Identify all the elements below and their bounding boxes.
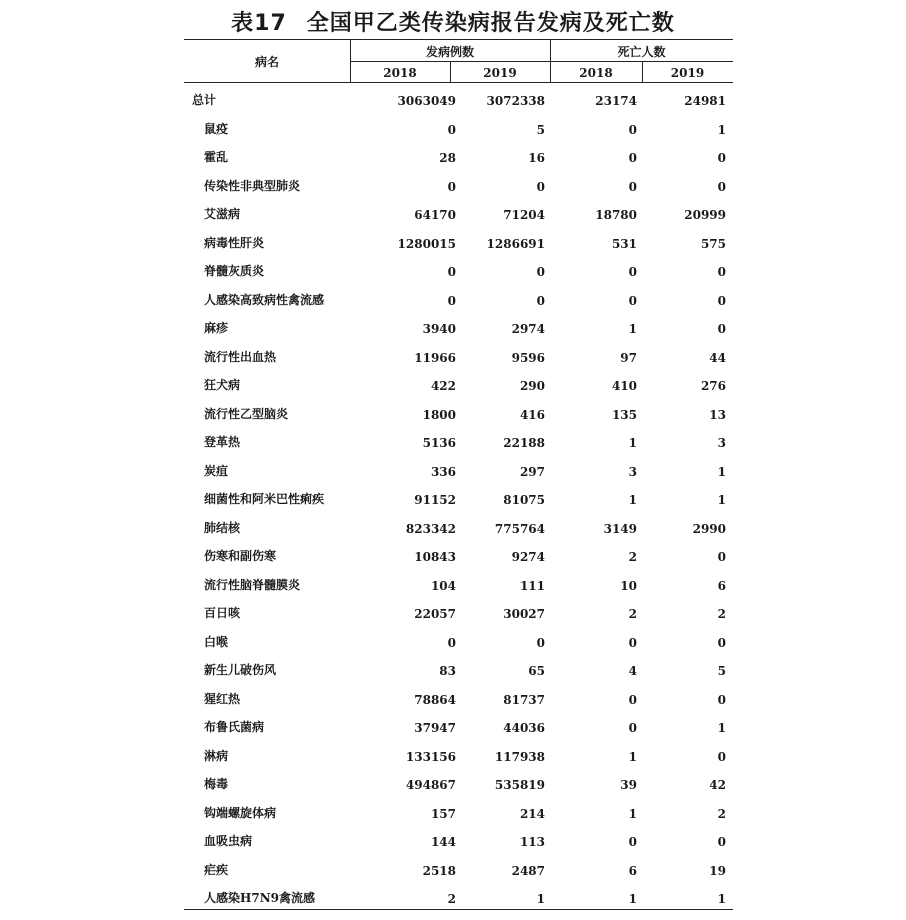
deaths-2019: 1 <box>717 493 726 507</box>
deaths-2018: 0 <box>628 692 637 707</box>
deaths-2018: 410 <box>611 379 637 393</box>
cases-2019: 0 <box>536 179 545 194</box>
disease-name: 细菌性和阿米巴性痢疾 <box>204 492 325 506</box>
table-row <box>184 804 733 833</box>
deaths-2018: 97 <box>620 350 637 365</box>
deaths-2018: 0 <box>628 179 637 194</box>
cases-2019: 30027 <box>503 607 545 621</box>
cases-2019: 3072338 <box>486 94 545 108</box>
header-year: 2019 <box>670 66 705 80</box>
deaths-2019: 0 <box>717 151 726 165</box>
table-row <box>184 462 733 491</box>
table-row <box>184 262 733 291</box>
deaths-2019: 0 <box>717 550 726 564</box>
cases-2019: 0 <box>536 635 545 650</box>
cases-2019: 9596 <box>511 350 545 365</box>
cases-2019: 290 <box>519 379 545 393</box>
cases-2018: 144 <box>430 835 456 849</box>
deaths-2018: 2 <box>628 607 637 621</box>
disease-name: 疟疾 <box>204 862 229 877</box>
disease-name: 病毒性肝炎 <box>204 235 265 250</box>
table-row-total <box>184 91 733 120</box>
deaths-2019: 575 <box>700 236 726 251</box>
header-deaths-group: 死亡人数 <box>617 45 666 59</box>
deaths-2018: 39 <box>620 778 637 792</box>
deaths-2019: 42 <box>709 778 726 792</box>
table-row <box>184 120 733 149</box>
deaths-2018: 1 <box>628 322 637 336</box>
cases-2019: 22188 <box>503 436 545 450</box>
deaths-2019: 0 <box>717 749 726 764</box>
cases-2018: 494867 <box>405 778 456 792</box>
deaths-2019: 2990 <box>692 521 726 536</box>
disease-name: 流行性脑脊髓膜炎 <box>204 577 301 592</box>
cases-2019: 81075 <box>503 493 545 507</box>
table-header <box>184 39 733 83</box>
deaths-2018: 1 <box>628 806 637 821</box>
cases-2019: 416 <box>519 407 545 422</box>
table-row <box>184 376 733 405</box>
table-row <box>184 291 733 320</box>
cases-2018: 3063049 <box>397 94 456 108</box>
table-row <box>184 519 733 548</box>
cases-2019: 1286691 <box>486 236 545 251</box>
cases-2019: 2487 <box>511 863 545 878</box>
deaths-2018: 1 <box>628 749 637 764</box>
disease-name: 艾滋病 <box>204 207 241 221</box>
deaths-2018: 0 <box>628 151 637 165</box>
cases-2018: 422 <box>430 379 456 393</box>
table-row <box>184 205 733 234</box>
cases-2018: 336 <box>430 464 456 479</box>
deaths-2019: 20999 <box>684 208 726 222</box>
cases-2019: 16 <box>528 151 545 165</box>
deaths-2018: 1 <box>628 493 637 507</box>
disease-name: 麻疹 <box>204 321 229 335</box>
deaths-2018: 531 <box>611 236 637 251</box>
deaths-2019: 1 <box>717 892 726 906</box>
deaths-2019: 2 <box>717 806 726 821</box>
deaths-2019: 5 <box>717 664 726 678</box>
disease-name: 伤寒和副伤寒 <box>204 549 277 563</box>
deaths-2019: 24981 <box>684 94 726 108</box>
table-row <box>184 690 733 719</box>
deaths-2018: 0 <box>628 721 637 735</box>
deaths-2018: 3149 <box>603 521 637 536</box>
deaths-2018: 135 <box>611 407 637 422</box>
table-row <box>184 661 733 690</box>
cases-2019: 535819 <box>494 778 545 792</box>
deaths-2019: 6 <box>717 578 726 593</box>
deaths-2019: 1 <box>717 721 726 735</box>
table-row <box>184 633 733 662</box>
disease-name: 人感染H7N9禽流感 <box>204 891 316 905</box>
cases-2019: 71204 <box>503 208 545 222</box>
cases-2018: 2 <box>447 892 456 906</box>
disease-name: 百日咳 <box>204 606 241 620</box>
cases-2018: 0 <box>447 635 456 650</box>
page-title <box>0 6 906 37</box>
cases-2019: 111 <box>519 578 545 593</box>
disease-name: 人感染高致病性禽流感 <box>204 292 325 307</box>
deaths-2019: 1 <box>717 464 726 479</box>
deaths-2019: 0 <box>717 635 726 650</box>
disease-name: 梅毒 <box>204 777 229 791</box>
table-number: 表17 <box>231 11 287 36</box>
disease-name: 脊髓灰质炎 <box>204 264 265 278</box>
deaths-2019: 276 <box>700 379 726 393</box>
deaths-2018: 0 <box>628 265 637 279</box>
table-row <box>184 490 733 519</box>
cases-2018: 37947 <box>414 721 456 735</box>
deaths-2018: 4 <box>628 664 637 678</box>
deaths-2018: 23174 <box>595 94 637 108</box>
table-row <box>184 319 733 348</box>
disease-name: 传染性非典型肺炎 <box>204 178 301 193</box>
cases-2018: 823342 <box>405 521 456 536</box>
cases-2019: 0 <box>536 293 545 308</box>
cases-2019: 0 <box>536 265 545 279</box>
deaths-2019: 0 <box>717 692 726 707</box>
deaths-2019: 1 <box>717 122 726 137</box>
header-cases-group: 发病例数 <box>425 45 474 59</box>
cases-2018: 91152 <box>414 493 456 507</box>
cases-2018: 2518 <box>422 863 456 878</box>
header-year: 2018 <box>579 66 613 80</box>
cases-2018: 5136 <box>422 436 456 450</box>
cases-2019: 9274 <box>511 550 545 564</box>
table-row <box>184 177 733 206</box>
deaths-2018: 1 <box>628 892 637 906</box>
cases-2018: 3940 <box>422 322 456 336</box>
table-row <box>184 576 733 605</box>
cases-2019: 65 <box>528 664 545 678</box>
deaths-2019: 3 <box>717 436 726 450</box>
disease-name: 流行性乙型脑炎 <box>204 406 289 421</box>
deaths-2019: 44 <box>709 350 726 365</box>
cases-2018: 0 <box>447 122 456 137</box>
deaths-2019: 0 <box>717 293 726 308</box>
cases-2018: 11966 <box>414 350 456 365</box>
deaths-2018: 0 <box>628 293 637 308</box>
table-row <box>184 148 733 177</box>
cases-2018: 157 <box>430 806 456 821</box>
disease-name: 鼠疫 <box>204 121 229 136</box>
header-subrule <box>350 61 733 62</box>
cases-2018: 0 <box>447 265 456 279</box>
table-row <box>184 405 733 434</box>
deaths-2019: 0 <box>717 322 726 336</box>
deaths-2018: 3 <box>628 464 637 479</box>
disease-name: 血吸虫病 <box>204 834 253 848</box>
cases-2018: 0 <box>447 179 456 194</box>
disease-name: 新生儿破伤风 <box>204 663 277 677</box>
deaths-2019: 2 <box>717 607 726 621</box>
header-year: 2018 <box>383 66 417 80</box>
deaths-2018: 2 <box>628 550 637 564</box>
disease-name: 淋病 <box>204 748 229 763</box>
table-title: 全国甲乙类传染病报告发病及死亡数 <box>306 11 675 36</box>
cases-2019: 214 <box>519 806 545 821</box>
cases-2018: 78864 <box>414 692 456 707</box>
deaths-2018: 0 <box>628 835 637 849</box>
cases-2019: 297 <box>519 464 545 479</box>
cases-2018: 10843 <box>414 550 456 564</box>
deaths-2018: 10 <box>620 578 637 593</box>
header-disease: 病名 <box>254 55 279 69</box>
table-row <box>184 234 733 263</box>
disease-name: 登革热 <box>204 435 241 449</box>
header-year: 2019 <box>483 66 517 80</box>
cases-2019: 81737 <box>503 692 545 707</box>
disease-name: 白喉 <box>204 634 229 649</box>
cases-2019: 775764 <box>494 521 545 536</box>
cases-2019: 117938 <box>494 749 545 764</box>
deaths-2019: 0 <box>717 179 726 194</box>
deaths-2018: 6 <box>628 863 637 878</box>
cases-2018: 104 <box>430 578 456 593</box>
deaths-2019: 0 <box>717 835 726 849</box>
cases-2018: 64170 <box>414 208 456 222</box>
deaths-2018: 0 <box>628 635 637 650</box>
disease-name: 流行性出血热 <box>204 349 277 364</box>
table-row <box>184 832 733 861</box>
table-row <box>184 747 733 776</box>
disease-name: 炭疽 <box>204 463 229 478</box>
cases-2019: 1 <box>536 892 545 906</box>
table-row <box>184 889 733 918</box>
table-row <box>184 718 733 747</box>
cases-2019: 5 <box>536 122 545 137</box>
cases-2018: 0 <box>447 293 456 308</box>
deaths-2018: 0 <box>628 122 637 137</box>
disease-name: 布鲁氏菌病 <box>204 720 265 734</box>
table-row <box>184 861 733 890</box>
table-row <box>184 775 733 804</box>
cases-2018: 1280015 <box>397 236 456 251</box>
table-row <box>184 547 733 576</box>
cases-2019: 2974 <box>511 322 545 336</box>
deaths-2018: 18780 <box>595 208 637 222</box>
table-bottom-rule <box>184 909 733 910</box>
deaths-2018: 1 <box>628 436 637 450</box>
disease-name: 狂犬病 <box>204 378 241 392</box>
cases-2018: 22057 <box>414 607 456 621</box>
disease-name: 钩端螺旋体病 <box>204 805 277 820</box>
disease-name: 霍乱 <box>204 150 229 164</box>
table-row <box>184 604 733 633</box>
cases-2018: 1800 <box>422 407 456 422</box>
disease-name: 猩红热 <box>204 691 241 706</box>
deaths-2019: 0 <box>717 265 726 279</box>
cases-2019: 113 <box>519 835 545 849</box>
cases-2019: 44036 <box>503 721 545 735</box>
table-row <box>184 348 733 377</box>
cases-2018: 133156 <box>405 749 456 764</box>
cases-2018: 83 <box>439 664 456 678</box>
disease-name: 肺结核 <box>204 520 241 535</box>
deaths-2019: 19 <box>709 863 726 878</box>
disease-name: 总计 <box>192 93 217 107</box>
cases-2018: 28 <box>439 151 456 165</box>
table-row <box>184 433 733 462</box>
deaths-2019: 13 <box>709 407 726 422</box>
